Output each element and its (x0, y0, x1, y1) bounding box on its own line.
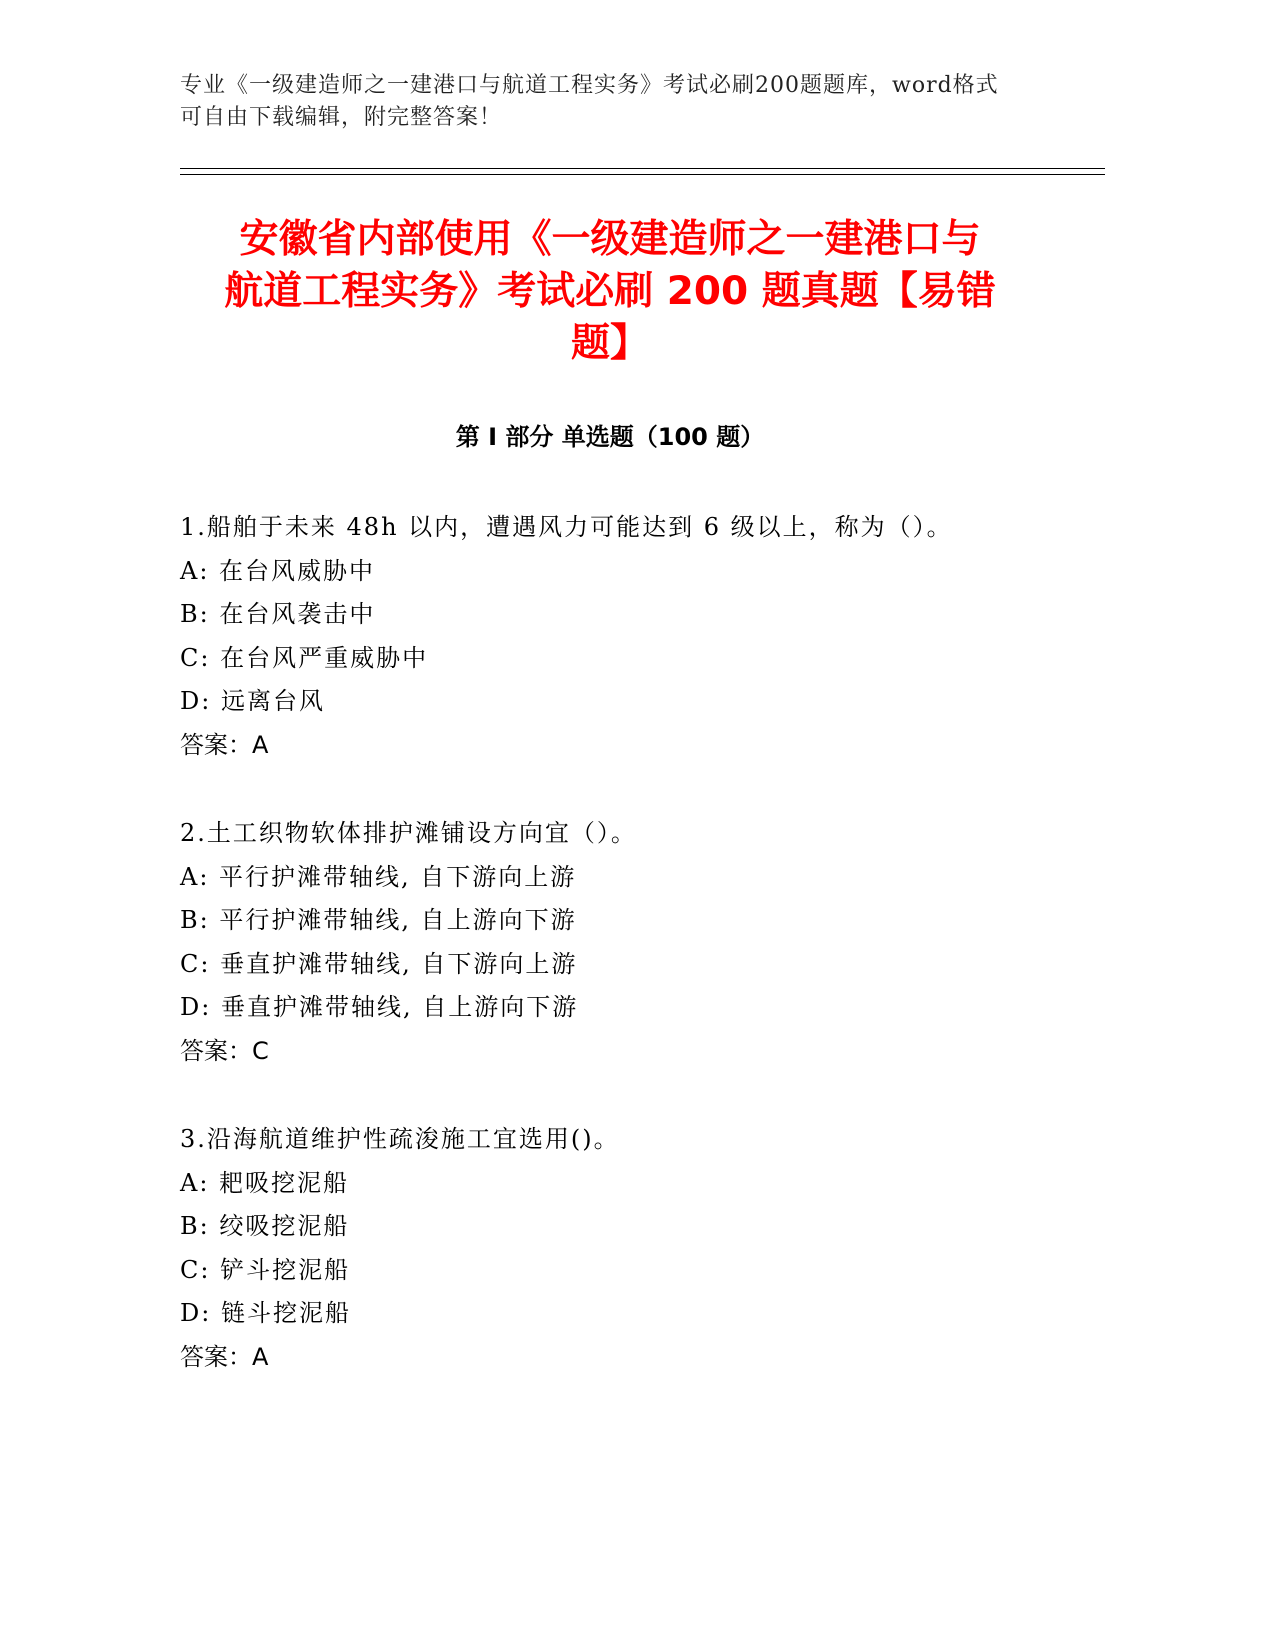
option-a: A: 耙吸挖泥船 (180, 1168, 350, 1197)
document-title (180, 214, 1040, 370)
question-stem: 1.船舶于未来 48h 以内，遭遇风力可能达到 6 级以上，称为（）。 (180, 513, 953, 541)
question-block (180, 812, 1080, 1074)
option-a: A: 平行护滩带轴线, 自下游向上游 (180, 862, 577, 891)
question-block (180, 506, 1080, 768)
question-block (180, 1118, 1080, 1380)
answer-line: 答案：C (180, 1036, 269, 1065)
question-stem: 2.土工织物软体排护滩铺设方向宜（）。 (180, 819, 637, 847)
option-b: B: 在台风袭击中 (180, 600, 376, 629)
option-b: B: 绞吸挖泥船 (180, 1212, 350, 1241)
option-c: C: 垂直护滩带轴线, 自下游向上游 (180, 949, 578, 978)
header-divider-bottom (180, 174, 1105, 175)
header-divider-top (180, 168, 1105, 169)
option-a: A: 在台风威胁中 (180, 556, 376, 585)
document-header-note (180, 70, 1040, 134)
option-c: C: 在台风严重威胁中 (180, 643, 429, 672)
answer-line: 答案：A (180, 1342, 269, 1371)
section-heading: 第 I 部分 单选题（100 题） (455, 423, 765, 451)
option-c: C: 铲斗挖泥船 (180, 1255, 351, 1284)
option-b: B: 平行护滩带轴线, 自上游向下游 (180, 906, 577, 935)
option-d: D: 远离台风 (180, 687, 325, 716)
option-d: D: 链斗挖泥船 (180, 1299, 351, 1328)
document-title-line-3: 题】 (570, 321, 649, 366)
question-stem: 3.沿海航道维护性疏浚施工宜选用()。 (180, 1125, 620, 1153)
header-note-line-1: 专业《一级建造师之一建港口与航道工程实务》考试必刷200题题库，word格式 (180, 73, 999, 98)
answer-line: 答案：A (180, 730, 269, 759)
document-title-line-2: 航道工程实务》考试必刷 200 题真题【易错 (224, 269, 996, 314)
header-note-line-2: 可自由下载编辑，附完整答案！ (180, 105, 503, 130)
document-title-line-1: 安徽省内部使用《一级建造师之一建港口与 (239, 217, 981, 262)
option-d: D: 垂直护滩带轴线, 自上游向下游 (180, 993, 579, 1022)
